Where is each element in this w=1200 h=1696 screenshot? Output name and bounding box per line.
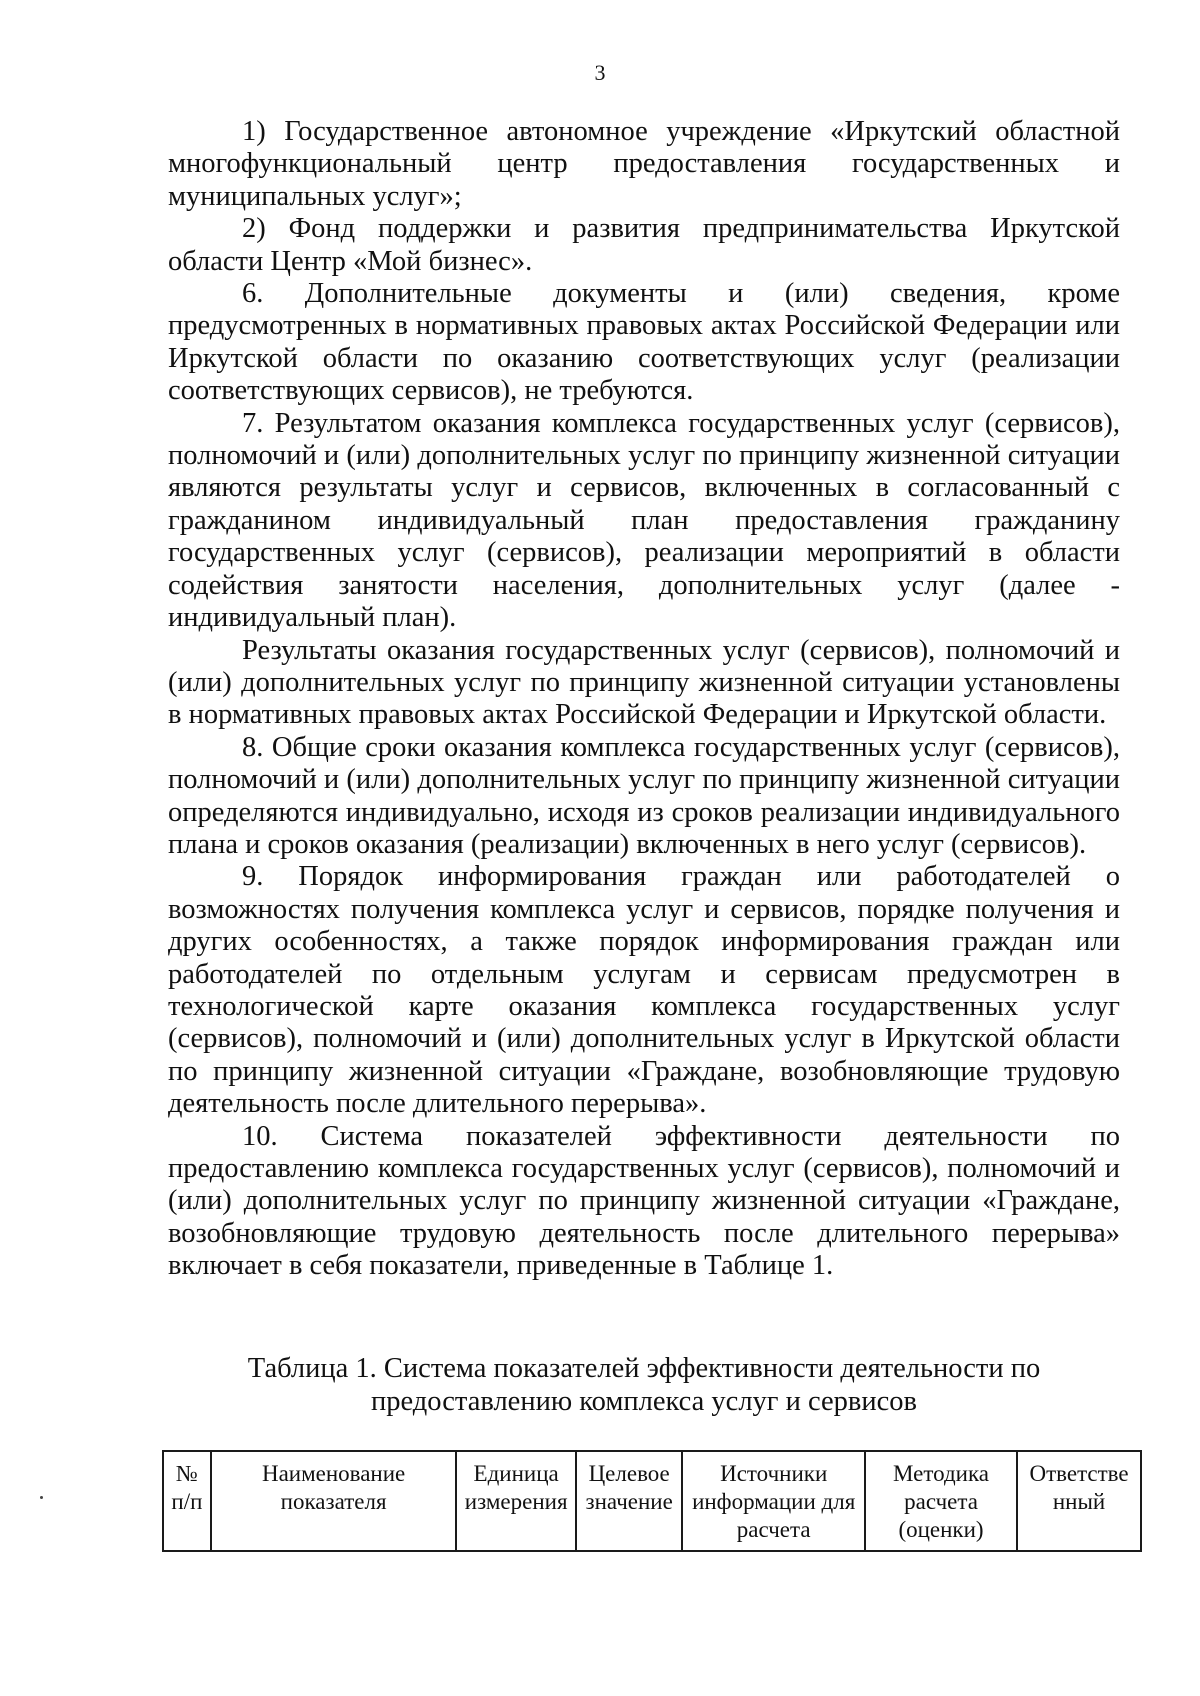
paragraph-6-additional-documents: 6. Дополнительные документы и (или) сведения, кроме предусмотренных в нормативных правовых актах Российской Федерации или Иркутской области по оказанию соответствующих услуг (реализации соответствующих сервисов), не требуются. <box>168 278 1120 407</box>
paragraph-business-fund: 2) Фонд поддержки и развития предпринимательства Иркутской области Центр «Мой бизнес». <box>168 213 1120 277</box>
header-responsible: Ответстве нный <box>1017 1451 1141 1551</box>
header-indicator-name: Наименование показателя <box>211 1451 457 1551</box>
page-number: 3 <box>594 60 606 85</box>
paragraph-9-informing: 9. Порядок информирования граждан или работодателей о возможностях получения комплекса услуг и сервисов, порядке получения и других особенностях, а также порядок информирования граждан или работодателей по отдельным услугам и сервисам предусмотрен в технологической карте оказания комплекса государственных услуг (сервисов), полномочий и (или) дополнительных услуг в Иркутской области по принципу жизненной ситуации «Граждане, возобновляющие трудовую деятельность после длительного перерыва». <box>168 861 1120 1120</box>
header-unit: Единица измерения <box>456 1451 576 1551</box>
paragraph-mfc: 1) Государственное автономное учреждение «Иркутский областной многофункциональный центр предоставления государственных и муниципальных услуг»; <box>168 116 1120 212</box>
table-caption <box>168 1352 1120 1418</box>
header-number: № п/п <box>163 1451 211 1551</box>
paragraph-10-indicators: 10. Система показателей эффективности деятельности по предоставлению комплекса государственных услуг (сервисов), полномочий и (или) дополнительных услуг по принципу жизненной ситуации «Граждане, возобновляющие трудовую деятельность после длительного перерыва» включает в себя показатели, приведенные в Таблице 1. <box>168 1120 1120 1282</box>
scan-speck <box>40 1496 43 1499</box>
paragraph-7-result: 7. Результатом оказания комплекса государственных услуг (сервисов), полномочий и (или) дополнительных услуг по принципу жизненной ситуации являются результаты услуг и сервисов, включенных в согласованный с гражданином индивидуальный план предоставления гражданину государственных услуг (сервисов), реализации мероприятий в области содействия занятости населения, дополнительных услуг (далее - индивидуальный план). <box>168 407 1120 634</box>
table-caption-line-1: Таблица 1. Система показателей эффективности деятельности по <box>247 1353 1041 1384</box>
table-caption-line-2: предоставлению комплекса услуг и сервисов <box>371 1386 917 1417</box>
header-target-value: Целевое значение <box>576 1451 682 1551</box>
table-header-row <box>163 1451 1141 1551</box>
header-method: Методика расчета (оценки) <box>865 1451 1017 1551</box>
indicators-table <box>162 1450 1142 1552</box>
header-data-sources: Источники информации для расчета <box>682 1451 865 1551</box>
document-body <box>168 116 1120 1283</box>
paragraph-8-terms: 8. Общие сроки оказания комплекса государственных услуг (сервисов), полномочий и (или) дополнительных услуг по принципу жизненной ситуации определяются индивидуально, исходя из сроков реализации индивидуального плана и сроков оказания (реализации) включенных в него услуг (сервисов). <box>168 731 1120 860</box>
paragraph-results-regulation: Результаты оказания государственных услуг (сервисов), полномочий и (или) дополнительных услуг по принципу жизненной ситуации установлены в нормативных правовых актах Российской Федерации и Иркутской области. <box>168 634 1120 731</box>
